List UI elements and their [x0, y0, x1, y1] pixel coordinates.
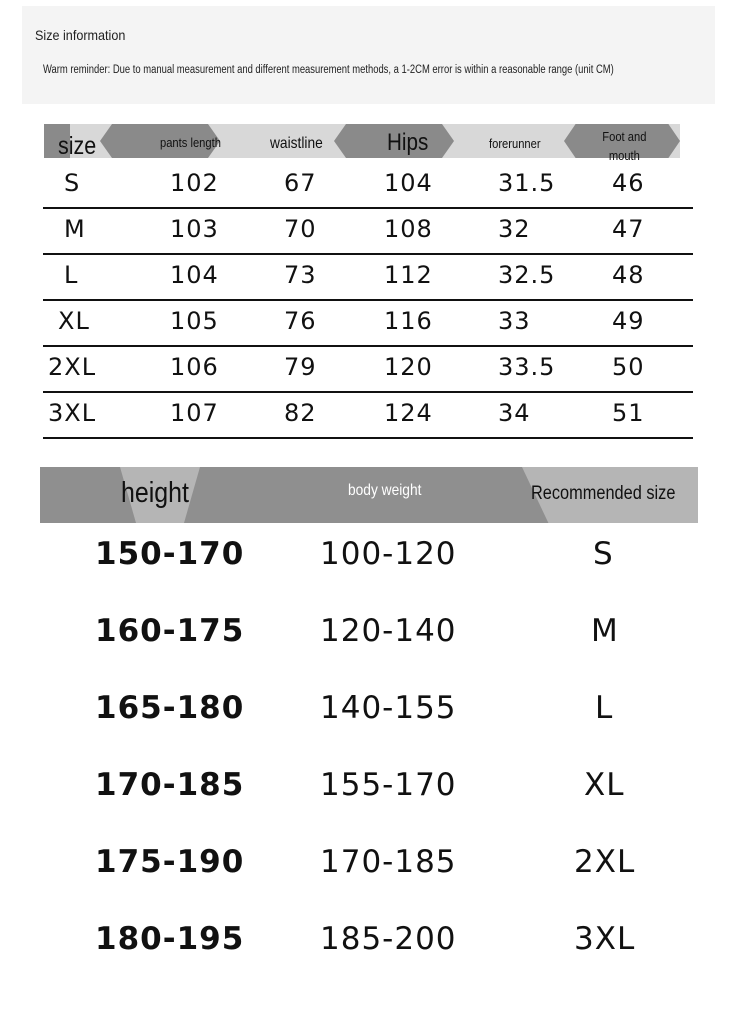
- cell-pants-length: 106: [170, 353, 219, 381]
- cell-waistline: 70: [284, 215, 317, 243]
- cell-size: 2XL: [48, 353, 97, 381]
- cell-pants-length: 104: [170, 261, 219, 289]
- cell-pants-length: 103: [170, 215, 219, 243]
- cell-height: 180-195: [95, 921, 245, 957]
- cell-body-weight: 155-170: [320, 767, 457, 803]
- header-height: height: [121, 477, 189, 509]
- cell-body-weight: 120-140: [320, 613, 457, 649]
- cell-height: 160-175: [95, 613, 245, 649]
- size-row-s: [43, 161, 693, 209]
- cell-hips: 112: [384, 261, 433, 289]
- header-body-weight: body weight: [348, 482, 422, 499]
- cell-foot-and-mouth: 51: [612, 399, 645, 427]
- cell-body-weight: 100-120: [320, 536, 457, 572]
- cell-height: 175-190: [95, 844, 245, 880]
- cell-recommended-size: 3XL: [574, 921, 636, 957]
- info-box: [22, 6, 715, 104]
- cell-hips: 108: [384, 215, 433, 243]
- cell-foot-and-mouth: 48: [612, 261, 645, 289]
- info-title: Size information: [35, 27, 126, 43]
- header-forerunner: forerunner: [489, 136, 541, 151]
- cell-foot-and-mouth: 47: [612, 215, 645, 243]
- measurement-note: Warm reminder: Due to manual measurement and different measurement methods, a 1-2CM error is within a reasonable range (unit CM): [43, 64, 614, 76]
- cell-body-weight: 140-155: [320, 690, 457, 726]
- size-row-xl: [43, 299, 693, 347]
- cell-waistline: 67: [284, 169, 317, 197]
- header-size: size: [58, 132, 97, 160]
- cell-waistline: 73: [284, 261, 317, 289]
- cell-size: L: [64, 261, 79, 289]
- cell-size: 3XL: [48, 399, 97, 427]
- recommend-row: [0, 921, 735, 981]
- recommend-row: [0, 536, 735, 596]
- cell-recommended-size: S: [593, 536, 614, 572]
- size-row-l: [43, 253, 693, 301]
- cell-recommended-size: L: [595, 690, 614, 726]
- cell-hips: 124: [384, 399, 433, 427]
- cell-body-weight: 185-200: [320, 921, 457, 957]
- cell-waistline: 79: [284, 353, 317, 381]
- cell-foot-and-mouth: 46: [612, 169, 645, 197]
- recommend-row: [0, 767, 735, 827]
- cell-recommended-size: XL: [584, 767, 625, 803]
- header-foot-and-mouth: Foot and mouth: [602, 129, 647, 163]
- cell-pants-length: 102: [170, 169, 219, 197]
- header-recommended-size: Recommended size: [531, 483, 676, 504]
- size-row-3xl: [43, 391, 693, 439]
- cell-forerunner: 33.5: [498, 353, 556, 381]
- cell-size: XL: [58, 307, 90, 335]
- cell-size: S: [64, 169, 81, 197]
- header-waistline: waistline: [270, 135, 323, 152]
- cell-recommended-size: 2XL: [574, 844, 636, 880]
- cell-forerunner: 33: [498, 307, 531, 335]
- cell-foot-and-mouth: 49: [612, 307, 645, 335]
- cell-size: M: [64, 215, 86, 243]
- size-row-m: [43, 207, 693, 255]
- size-table-header: [44, 124, 680, 158]
- header-hips: Hips: [387, 129, 429, 156]
- cell-forerunner: 32.5: [498, 261, 556, 289]
- cell-recommended-size: M: [591, 613, 619, 649]
- cell-foot-and-mouth: 50: [612, 353, 645, 381]
- cell-body-weight: 170-185: [320, 844, 457, 880]
- cell-hips: 116: [384, 307, 433, 335]
- cell-hips: 120: [384, 353, 433, 381]
- cell-forerunner: 32: [498, 215, 531, 243]
- header-pants-length: pants length: [160, 135, 221, 150]
- cell-height: 170-185: [95, 767, 245, 803]
- cell-waistline: 82: [284, 399, 317, 427]
- size-row-2xl: [43, 345, 693, 393]
- recommend-row: [0, 613, 735, 673]
- cell-height: 165-180: [95, 690, 245, 726]
- cell-pants-length: 105: [170, 307, 219, 335]
- recommend-row: [0, 690, 735, 750]
- cell-forerunner: 34: [498, 399, 531, 427]
- cell-forerunner: 31.5: [498, 169, 556, 197]
- cell-pants-length: 107: [170, 399, 219, 427]
- cell-hips: 104: [384, 169, 433, 197]
- cell-height: 150-170: [95, 536, 245, 572]
- recommend-row: [0, 844, 735, 904]
- cell-waistline: 76: [284, 307, 317, 335]
